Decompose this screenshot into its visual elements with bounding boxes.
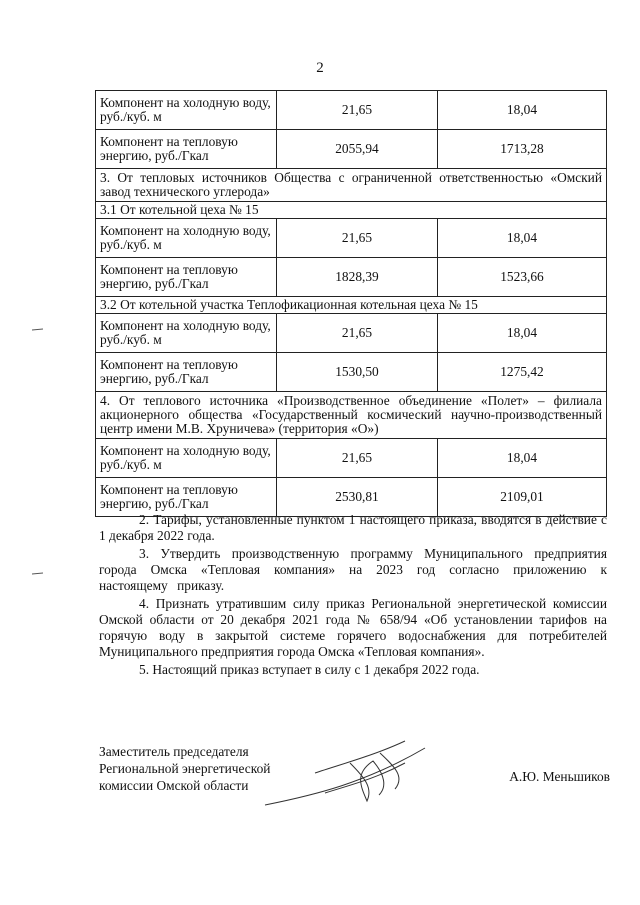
cell-component-name: Компонент на холодную воду, руб./куб. м <box>96 91 277 130</box>
cell-tariff-value-2: 18,04 <box>438 314 607 353</box>
cell-component-name: Компонент на тепловую энергию, руб./Гкал <box>96 258 277 297</box>
cell-tariff-value-2: 18,04 <box>438 439 607 478</box>
cell-tariff-value-1: 21,65 <box>277 219 438 258</box>
subsection-header: 3.2 От котельной участка Теплофикационная котельная цеха № 15 <box>96 297 607 314</box>
table-row <box>96 392 607 439</box>
signatory-title <box>99 743 270 794</box>
signatory-line-3: комиссии Омской области <box>99 778 249 793</box>
cell-tariff-value-1: 1530,50 <box>277 353 438 392</box>
paragraph-2: 2. Тарифы, установленные пунктом 1 настоящего приказа, вводятся в действие с 1 декабря 2022 года. <box>99 512 607 543</box>
cell-component-name: Компонент на тепловую энергию, руб./Гкал <box>96 478 277 517</box>
section-header: 4. От теплового источника «Производственное объединение «Полет» – филиала акционерного общества «Государственный космический научно-производственный центр имени М.В. Хруничева» (территория «О») <box>96 392 607 439</box>
section-header: 3. От тепловых источников Общества с ограниченной ответственностью «Омский завод технического углерода» <box>96 169 607 202</box>
signatory-line-1: Заместитель председателя <box>99 744 249 759</box>
cell-component-name: Компонент на холодную воду, руб./куб. м <box>96 219 277 258</box>
cell-tariff-value-2: 18,04 <box>438 219 607 258</box>
table-row <box>96 478 607 517</box>
table-row <box>96 353 607 392</box>
cell-tariff-value-2: 1523,66 <box>438 258 607 297</box>
handwritten-signature <box>255 733 445 813</box>
page-number: 2 <box>316 60 324 76</box>
tariff-table <box>95 90 607 517</box>
table-row <box>96 297 607 314</box>
table-row <box>96 219 607 258</box>
cell-tariff-value-2: 18,04 <box>438 91 607 130</box>
table-row <box>96 130 607 169</box>
margin-mark <box>32 562 44 565</box>
cell-tariff-value-1: 21,65 <box>277 314 438 353</box>
table-row <box>96 258 607 297</box>
cell-tariff-value-2: 2109,01 <box>438 478 607 517</box>
cell-tariff-value-2: 1713,28 <box>438 130 607 169</box>
cell-component-name: Компонент на холодную воду, руб./куб. м <box>96 314 277 353</box>
signatory-line-2: Региональной энергетической <box>99 761 271 776</box>
paragraph-3: 3. Утвердить производственную программу Муниципального предприятия города Омска «Тепловая компания» на 2023 год согласно приложению к настоящему приказу. <box>99 546 607 593</box>
subsection-header: 3.1 От котельной цеха № 15 <box>96 202 607 219</box>
table-row <box>96 169 607 202</box>
cell-tariff-value-1: 2530,81 <box>277 478 438 517</box>
paragraph-5: 5. Настоящий приказ вступает в силу с 1 декабря 2022 года. <box>139 662 480 677</box>
cell-component-name: Компонент на тепловую энергию, руб./Гкал <box>96 353 277 392</box>
cell-tariff-value-2: 1275,42 <box>438 353 607 392</box>
cell-component-name: Компонент на холодную воду, руб./куб. м <box>96 439 277 478</box>
table-row <box>96 202 607 219</box>
table-row <box>96 91 607 130</box>
cell-tariff-value-1: 1828,39 <box>277 258 438 297</box>
signatory-name: А.Ю. Меньшиков <box>509 769 610 784</box>
paragraph-4: 4. Признать утратившим силу приказ Региональной энергетической комиссии Омской области от 20 декабря 2021 года № 658/94 «Об установлении тарифов на горячую воду в закрытой системе горячего водоснабжения для потребителей Муниципального предприятия города Омска «Тепловая компания». <box>99 596 607 659</box>
order-paragraphs <box>99 512 607 680</box>
cell-tariff-value-1: 21,65 <box>277 439 438 478</box>
table-row <box>96 439 607 478</box>
margin-mark <box>32 318 44 321</box>
cell-tariff-value-1: 21,65 <box>277 91 438 130</box>
cell-component-name: Компонент на тепловую энергию, руб./Гкал <box>96 130 277 169</box>
table-row <box>96 314 607 353</box>
cell-tariff-value-1: 2055,94 <box>277 130 438 169</box>
